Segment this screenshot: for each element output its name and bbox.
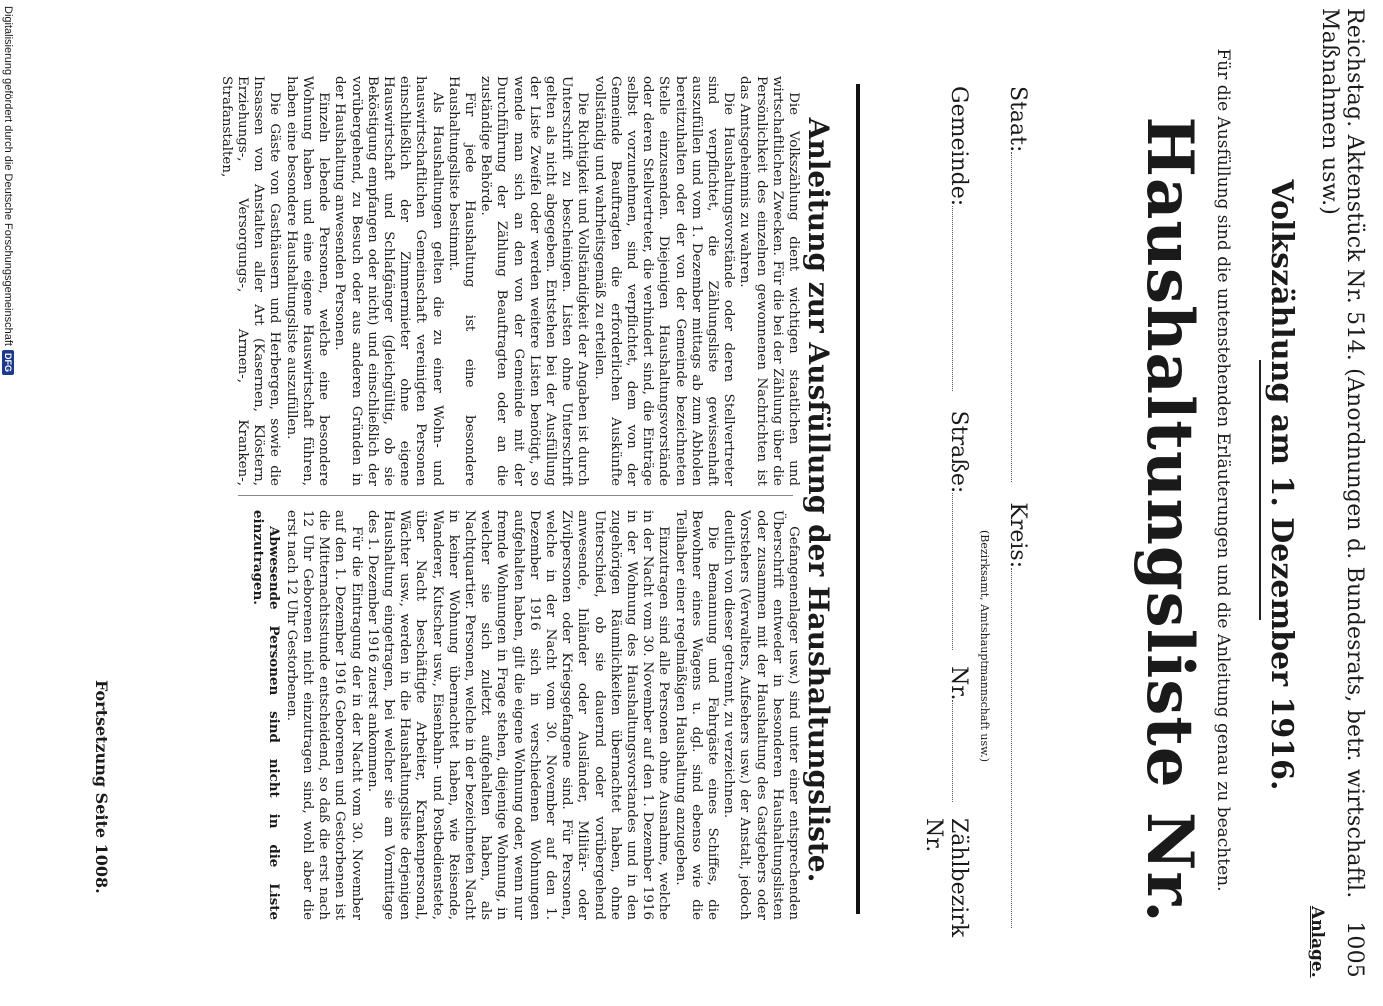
continuation-note: Fortsetzung Seite 1008. [92, 680, 111, 894]
paragraph: Die Volkszählung dient wichtigen staatlichen und wirtschaftlichen Zwecken. Für die bei der Zählung über die Persönlichkeit des einzelnen gewonnenen Nachrichten ist das Amtsgeheimnis zu wahren. [737, 76, 801, 486]
strasse-fill-line [952, 493, 971, 650]
staat-fill-line [1011, 152, 1030, 482]
instructions-right-column [250, 510, 801, 920]
page-number: 1005 [1342, 921, 1367, 978]
credit-text: Digitalisierung gefördert durch die Deutsche Forschungsgemeinschaft [2, 6, 14, 346]
nr-label: Nr. [946, 666, 971, 701]
paragraph: Gefangenenlager usw.) sind unter einer entsprechenden Überschrift entweder in besonderen Haushaltungslisten oder zusammen mit der Haushaltung des Gastgebers oder Vorstehers (Verwalters, Aufsehers usw.) der Anstalt, jedoch deutlich von dieser getrennt, zu verzeichnen. [721, 510, 801, 920]
dfg-logo: DFG [2, 350, 14, 375]
paragraph: Für die Eintragung der in der Nacht vom 30. November auf den 1. Dezember 1916 Geborenen und Gestorbenen ist die Mitternachtsstunde entscheidend, so daß die erst nach 12 Uhr Geborenen nicht einzutragen sind, wohl aber die erst nach 12 Uhr Gestorbenen. [283, 510, 364, 920]
paragraph: Einzeln lebende Personen, welche eine besondere Wohnung haben und eine eigene Hauswirtschaft führen, haben eine besondere Haushaltungsliste auszufüllen. [283, 76, 332, 486]
gemeinde-label: Gemeinde: [946, 86, 971, 207]
zaehlbezirk-label: Zählbezirk Nr. [921, 817, 971, 938]
paragraph: Die Richtigkeit und Vollständigkeit der Angaben ist durch Unterschrift zu bescheinigen. Listen ohne Unterschrift gelten als nicht abgegeben. Entstehen bei der Ausfüllung der Liste Zweifel oder werden weitere Listen benötigt, so wende man sich an den von der Gemeinde mit der Durchführung der Zählung Beauftragten oder an die zuständige Behörde. [478, 76, 591, 486]
digitization-credit [0, 0, 16, 1006]
column-divider [238, 495, 793, 496]
paragraph: Als Haushaltungen gelten die zu einer Wohn- und hauswirtschaftlichen Gemeinschaft vereinigten Personen einschließlich der Zimmermieter ohne eigene Hauswirtschaft und Schlafgänger (gleichgültig, ob sie Beköstigung empfangen oder nicht) und einschließlich der vorübergehend, zu Besuch oder aus anderen Gründen in der Haushaltung anwesenden Personen. [332, 76, 445, 486]
paragraph: Die Gäste von Gasthäusern und Herbergen, sowie die Insassen von Anstalten aller Art (Kasernen, Klöstern, Erziehungs-, Versorgungs-, Armen-, Kranken-, Strafanstalten, [218, 76, 283, 486]
kreis-label: Kreis: [1005, 502, 1030, 569]
haushaltungsliste-heading: Haushaltungsliste Nr. [1132, 116, 1207, 924]
instruction-note: Für die Ausfüllung sind die untenstehenden Erläuterungen und die Anleitung genau zu beachten. [1213, 48, 1233, 892]
paragraph: Die Haushaltungsvorstände oder deren Stellvertreter sind verpflichtet, die Zählungsliste gewissenhaft auszufüllen und vom 1. Dezember mittags ab zum Abholen bereitzuhalten oder der von der Gemeinde bezeichneten Stelle einzusenden. Diejenigen Haushaltungsvorstände oder deren Stellvertreter, die verhindert sind, die Einträge selbst vorzunehmen, sind verpflichtet, dem von der Gemeinde Beauftragten die erforderlichen Auskünfte vollständig und wahrheitsgemäß zu erteilen. [591, 76, 737, 486]
staat-kreis-row [1005, 86, 1030, 966]
paragraph: Für jede Haushaltung ist eine besondere Haushaltungsliste bestimmt. [445, 76, 477, 486]
paragraph: Abwesende Personen sind nicht in die Liste einzutragen. [250, 510, 283, 920]
separator-rule [856, 84, 860, 914]
section-heading: Anleitung zur Ausfüllung der Haushaltungsliste. [802, 117, 835, 883]
running-header-title: Reichstag. Aktenstück Nr. 514. (Anordnungen d. Bundesrats, betr. wirtschaftl. Maßnahmen usw.) [1317, 8, 1367, 899]
strasse-label: Straße: [946, 410, 971, 494]
kreis-fill-line [1011, 568, 1030, 928]
census-title: Volkszählung am 1. Dezember 1916. [1264, 179, 1299, 791]
staat-label: Staat: [1005, 86, 1030, 153]
title-underline [1259, 360, 1261, 620]
gemeinde-fill-line [952, 206, 971, 390]
instructions-left-column [218, 76, 801, 486]
nr-fill-line [952, 700, 971, 801]
anlage-label: Anlage. [1307, 906, 1327, 978]
kreis-note: (Bezirksamt, Amtshauptmannschaft usw.) [978, 530, 991, 763]
paragraph: Einzutragen sind alle Personen ohne Ausnahme, welche in der Nacht vom 30. November auf den 1. Dezember 1916 in der Wohnung des Haushaltungsvorstandes und in den zugehörigen Räumlichkeiten übernachtet haben, ohne Unterschied, ob sie dauernd oder vorübergehend anwesende, Inländer oder Ausländer, Militär- oder Zivilpersonen oder Kriegsgefangene sind. Für Personen, welche in der Nacht vom 30. November auf den 1. Dezember 1916 sich in verschiedenen Wohnungen aufgehalten haben, gilt die eigene Wohnung oder, wenn nur fremde Wohnungen in Frage stehen, diejenige Wohnung, in welcher sie sich zuletzt aufgehalten haben, als Nachtquartier. Personen, welche in der bezeichneten Nacht in keiner Wohnung übernachtet haben, wie Reisende, Wanderer, Kutscher usw., Eisenbahn- und Postbedienstete, über Nacht beschäftigte Arbeiter, Krankenpersonal, Wächter usw., werden in die Haushaltungsliste derjenigen Haushaltung eingetragen, bei welcher sie am Vormittage des 1. Dezember 1916 zuerst ankommen. [364, 510, 672, 920]
paragraph: Die Bemannung und Fahrgäste eines Schiffes, die Bewohner eines Wagens u. dgl. sind ebenso wie die Teilhaber einer regelmäßigen Haushaltung anzugeben. [672, 510, 720, 920]
gemeinde-row [921, 86, 971, 966]
